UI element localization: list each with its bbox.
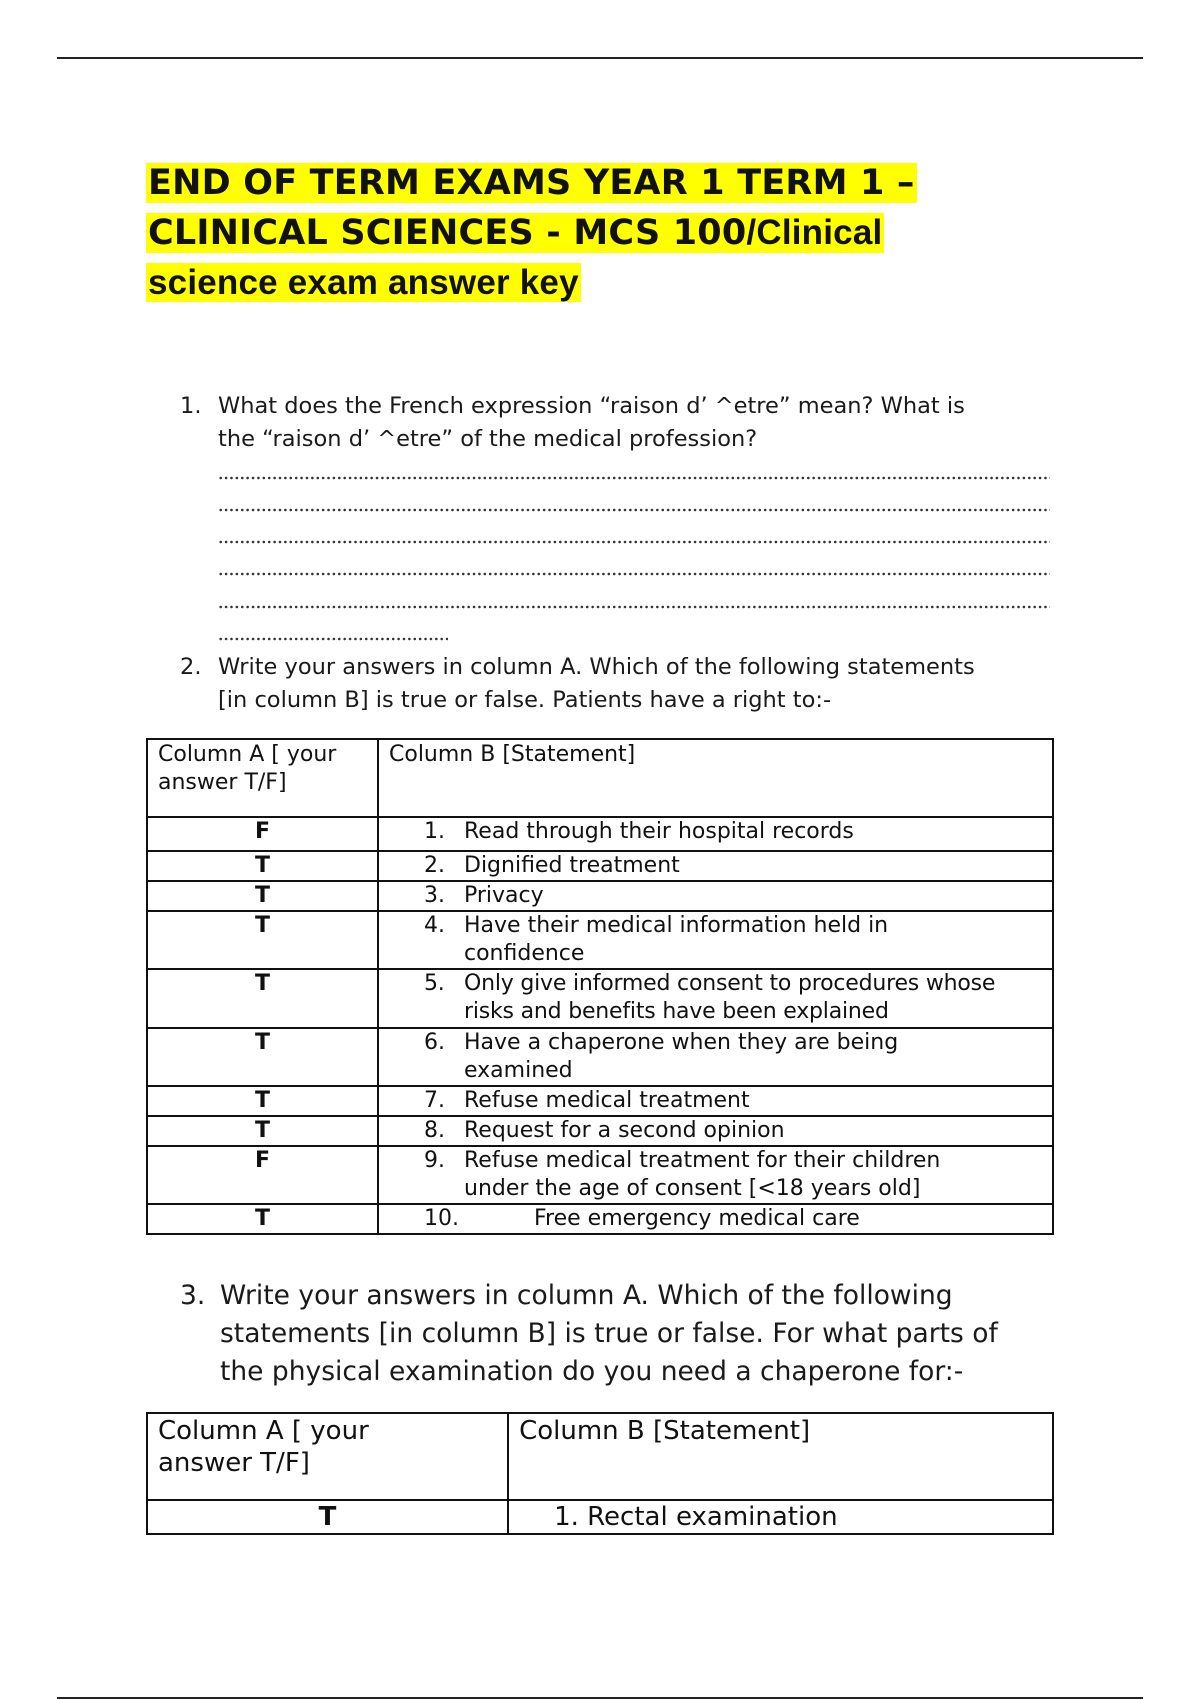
statement-text: Privacy — [464, 883, 544, 908]
statement-text: Have their medical information held in confidence — [464, 913, 889, 966]
table-row — [147, 851, 1053, 881]
table-row — [147, 1500, 1053, 1534]
statement-number: 1. — [424, 819, 445, 844]
statement-text: Read through their hospital records — [464, 819, 854, 844]
statement-number: 9. — [424, 1148, 445, 1173]
column-b-header: Column B [Statement] — [378, 739, 1053, 817]
statement-number: 6. — [424, 1030, 445, 1055]
table-row — [147, 1204, 1053, 1234]
statement-text: Free emergency medical care — [534, 1206, 860, 1231]
answer-line[interactable] — [218, 605, 1050, 609]
table-header-row — [147, 1413, 1053, 1500]
answer-cell[interactable]: F — [147, 1146, 378, 1204]
statement-text: Refuse medical treatment — [464, 1088, 750, 1113]
table-row — [147, 1146, 1053, 1204]
answer-line[interactable] — [218, 572, 1050, 576]
answer-line[interactable] — [218, 476, 1050, 480]
statement-number: 10. — [424, 1206, 459, 1231]
question-number: 3. — [180, 1280, 206, 1311]
question-number: 2. — [180, 654, 202, 680]
answer-line[interactable] — [218, 637, 448, 641]
table-row — [147, 969, 1053, 1028]
statement-text: Rectal examination — [587, 1502, 838, 1532]
statement-number: 7. — [424, 1088, 445, 1113]
answer-cell[interactable]: T — [147, 851, 378, 881]
statement-text: Dignified treatment — [464, 853, 680, 878]
table-row — [147, 1028, 1053, 1086]
chaperone-answer-table — [146, 1412, 1054, 1535]
answer-line[interactable] — [218, 540, 1050, 544]
question-text-line: Write your answers in column A. Which of the following — [220, 1280, 953, 1311]
table-row — [147, 881, 1053, 911]
question-text-line: Write your answers in column A. Which of the following statements — [218, 654, 975, 680]
question-text-line: the physical examination do you need a chaperone for:- — [220, 1356, 964, 1387]
title-line-1: END OF TERM EXAMS YEAR 1 TERM 1 – — [148, 163, 915, 203]
statement-text: Request for a second opinion — [464, 1118, 785, 1143]
statement-number: 2. — [424, 853, 445, 878]
answer-cell[interactable]: T — [147, 969, 378, 1028]
answer-cell[interactable]: F — [147, 817, 378, 851]
top-rule — [57, 57, 1143, 59]
statement-text: Refuse medical treatment for their children under the age of consent [<18 years old] — [464, 1148, 941, 1201]
statement-number: 8. — [424, 1118, 445, 1143]
question-number: 1. — [180, 393, 202, 419]
title-line-3: science exam answer key — [148, 263, 579, 302]
statement-text: Only give informed consent to procedures whose risks and benefits have been explained — [464, 971, 996, 1024]
table-row — [147, 911, 1053, 969]
answer-cell[interactable]: T — [147, 1028, 378, 1086]
statement-number: 4. — [424, 913, 445, 938]
question-text-line: statements [in column B] is true or false. For what parts of — [220, 1318, 998, 1349]
answer-line[interactable] — [218, 508, 1050, 512]
question-text-line: [in column B] is true or false. Patients have a right to:- — [218, 687, 832, 713]
answer-cell[interactable]: T — [147, 1500, 508, 1534]
statement-number: 5. — [424, 971, 445, 996]
table-header-row — [147, 739, 1053, 817]
table-row — [147, 1086, 1053, 1116]
title-line-2: CLINICAL SCIENCES - MCS 100/Clinical — [148, 213, 883, 253]
answer-cell[interactable]: T — [147, 881, 378, 911]
column-b-header: Column B [Statement] — [508, 1413, 1053, 1500]
document-title — [146, 160, 946, 310]
column-a-header: Column A [ your answer T/F] — [147, 739, 378, 817]
table-row — [147, 817, 1053, 851]
answer-cell[interactable]: T — [147, 1116, 378, 1146]
table-row — [147, 1116, 1053, 1146]
rights-answer-table — [146, 738, 1054, 1235]
answer-cell[interactable]: T — [147, 1204, 378, 1234]
column-a-header: Column A [ your answer T/F] — [147, 1413, 508, 1500]
answer-cell[interactable]: T — [147, 911, 378, 969]
question-text-line: the “raison d’ ^etre” of the medical profession? — [218, 426, 758, 452]
statement-text: Have a chaperone when they are being examined — [464, 1030, 899, 1083]
statement-number: 1. — [554, 1502, 579, 1532]
statement-number: 3. — [424, 883, 445, 908]
question-text-line: What does the French expression “raison d’ ^etre” mean? What is — [218, 393, 965, 419]
answer-cell[interactable]: T — [147, 1086, 378, 1116]
bottom-rule — [57, 1697, 1143, 1699]
